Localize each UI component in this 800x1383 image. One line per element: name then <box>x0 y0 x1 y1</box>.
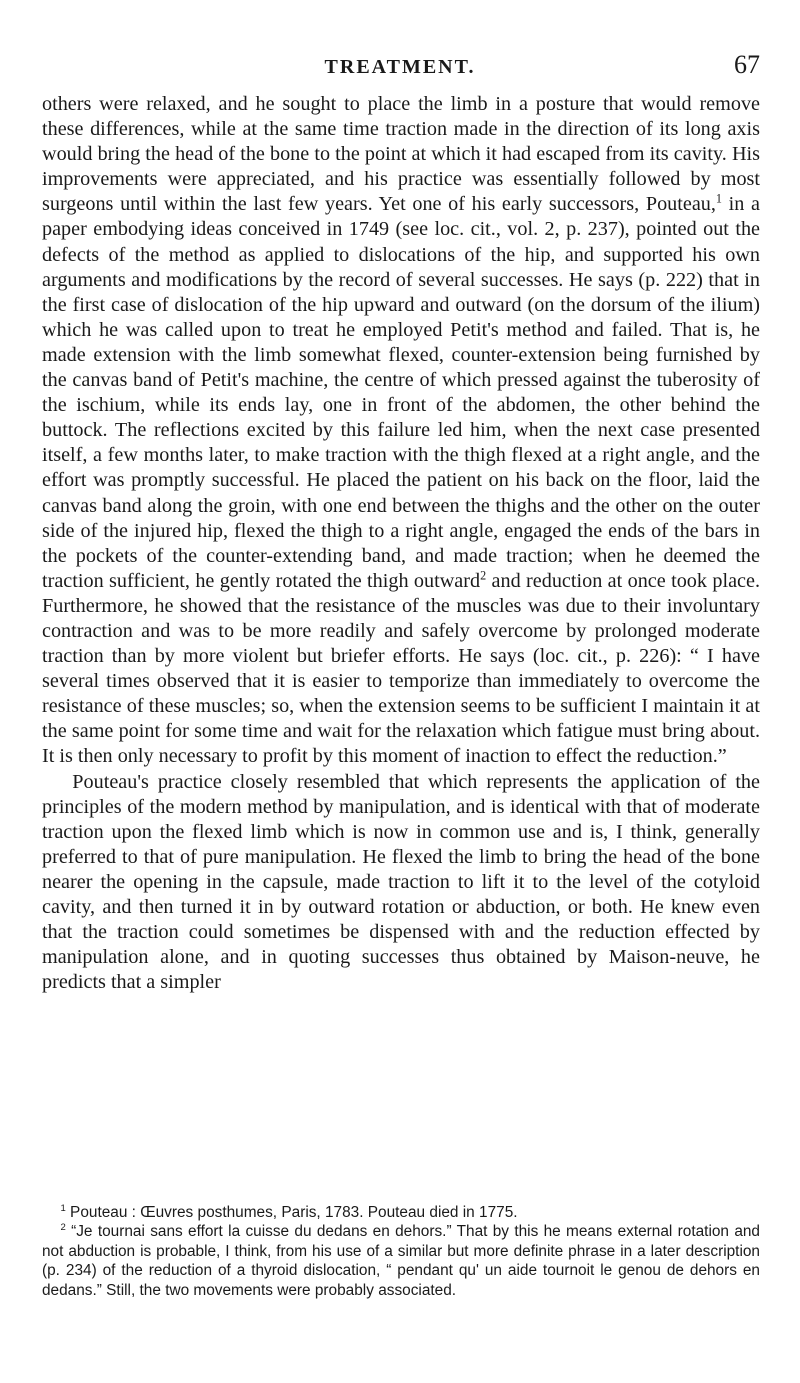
body-text <box>42 92 760 995</box>
paragraph-1 <box>42 92 760 770</box>
running-title: TREATMENT. <box>324 56 476 78</box>
footnote-ref-1: 1 <box>715 191 722 206</box>
running-head <box>40 50 760 86</box>
footnote-1 <box>42 1203 760 1222</box>
paragraph-1-text-b: in a paper embodying ideas conceived in 1749 (see loc. cit., vol. 2, p. 237), pointed out the defects of the method as applied to dislocations of the hip, and supported his own arguments and modifications by the record of several successes. He says (p. 222) that in the first case of dislocation of the hip upward and outward (on the dorsum of the ilium) which he was called upon to treat he employed Petit's method and failed. That is, he made extension with the limb somewhat flexed, counter-extension being furnished by the canvas band of Petit's machine, the centre of which pressed against the tuberosity of the ischium, while its ends lay, one in front of the abdomen, the other behind the buttock. The reflections excited by this failure led him, when the next case presented itself, a few months later, to make traction with the thigh flexed at a right angle, and the effort was promptly successful. He placed the patient on his back on the floor, laid the canvas band along the groin, with one end between the thighs and the other on the outer side of the injured hip, flexed the thigh to a right angle, engaged the ends of the bars in the pockets of the counter-extending band, and made traction; when he deemed the traction sufficient, he gently rotated the thigh outward <box>42 193 760 592</box>
footnote-1-mark: 1 <box>60 1202 66 1214</box>
paragraph-1-text-c: and reduction at once took place. Furthermore, he showed that the resistance of the muscles was due to their involuntary contraction and was to be more readily and safely overcome by prolonged moderate traction than by more violent but briefer efforts. He says (loc. cit., p. 226): “ I have several times observed that it is easier to temporize than immediately to overcome the resistance of these muscles; so, when the extension seems to be sufficient I maintain it at the same point for some time and wait for the relaxation which fatigue must bring about. It is then only necessary to profit by this moment of inaction to effect the reduction.” <box>42 569 760 768</box>
footnote-1-text: Pouteau : Œuvres posthumes, Paris, 1783. Pouteau died in 1775. <box>65 1204 518 1221</box>
footnote-2-text: “Je tournai sans effort la cuisse du dedans en dehors.” That by this he means external rotation and not abduction is probable, I think, from his use of a similar but more definite phrase in a later description (p. 234) of the reduction of a thyroid dislocation, “ pendant qu' un aide tournoit le genou de dehors en dedans.” Still, the two movements were probably associated. <box>42 1223 760 1299</box>
page-number: 67 <box>734 50 760 79</box>
footnote-ref-2: 2 <box>480 568 487 583</box>
footnote-2-mark: 2 <box>60 1222 66 1234</box>
paragraph-2: Pouteau's practice closely resembled that which represents the application of the principles of the modern method by manipulation, and is identical with that of moderate traction upon the flexed limb which is now in common use and is, I think, generally preferred to that of pure manipulation. He flexed the limb to bring the head of the bone nearer the opening in the capsule, made traction to lift it to the level of the cotyloid cavity, and then turned it in by outward rotation or abduction, or both. He knew even that the traction could sometimes be dispensed with and the reduction effected by manipulation alone, and in quoting successes thus obtained by Maison-neuve, he predicts that a simpler <box>42 770 760 994</box>
footnotes <box>42 1203 760 1300</box>
footnote-2 <box>42 1222 760 1300</box>
paragraph-1-text-a: others were relaxed, and he sought to place the limb in a posture that would remove these differences, while at the same time traction made in the direction of its long axis would bring the head of the bone to the point at which it had escaped from its cavity. His improvements were appreciated, and his practice was essentially followed by most surgeons until within the last few years. Yet one of his early successors, Pouteau, <box>42 93 760 216</box>
